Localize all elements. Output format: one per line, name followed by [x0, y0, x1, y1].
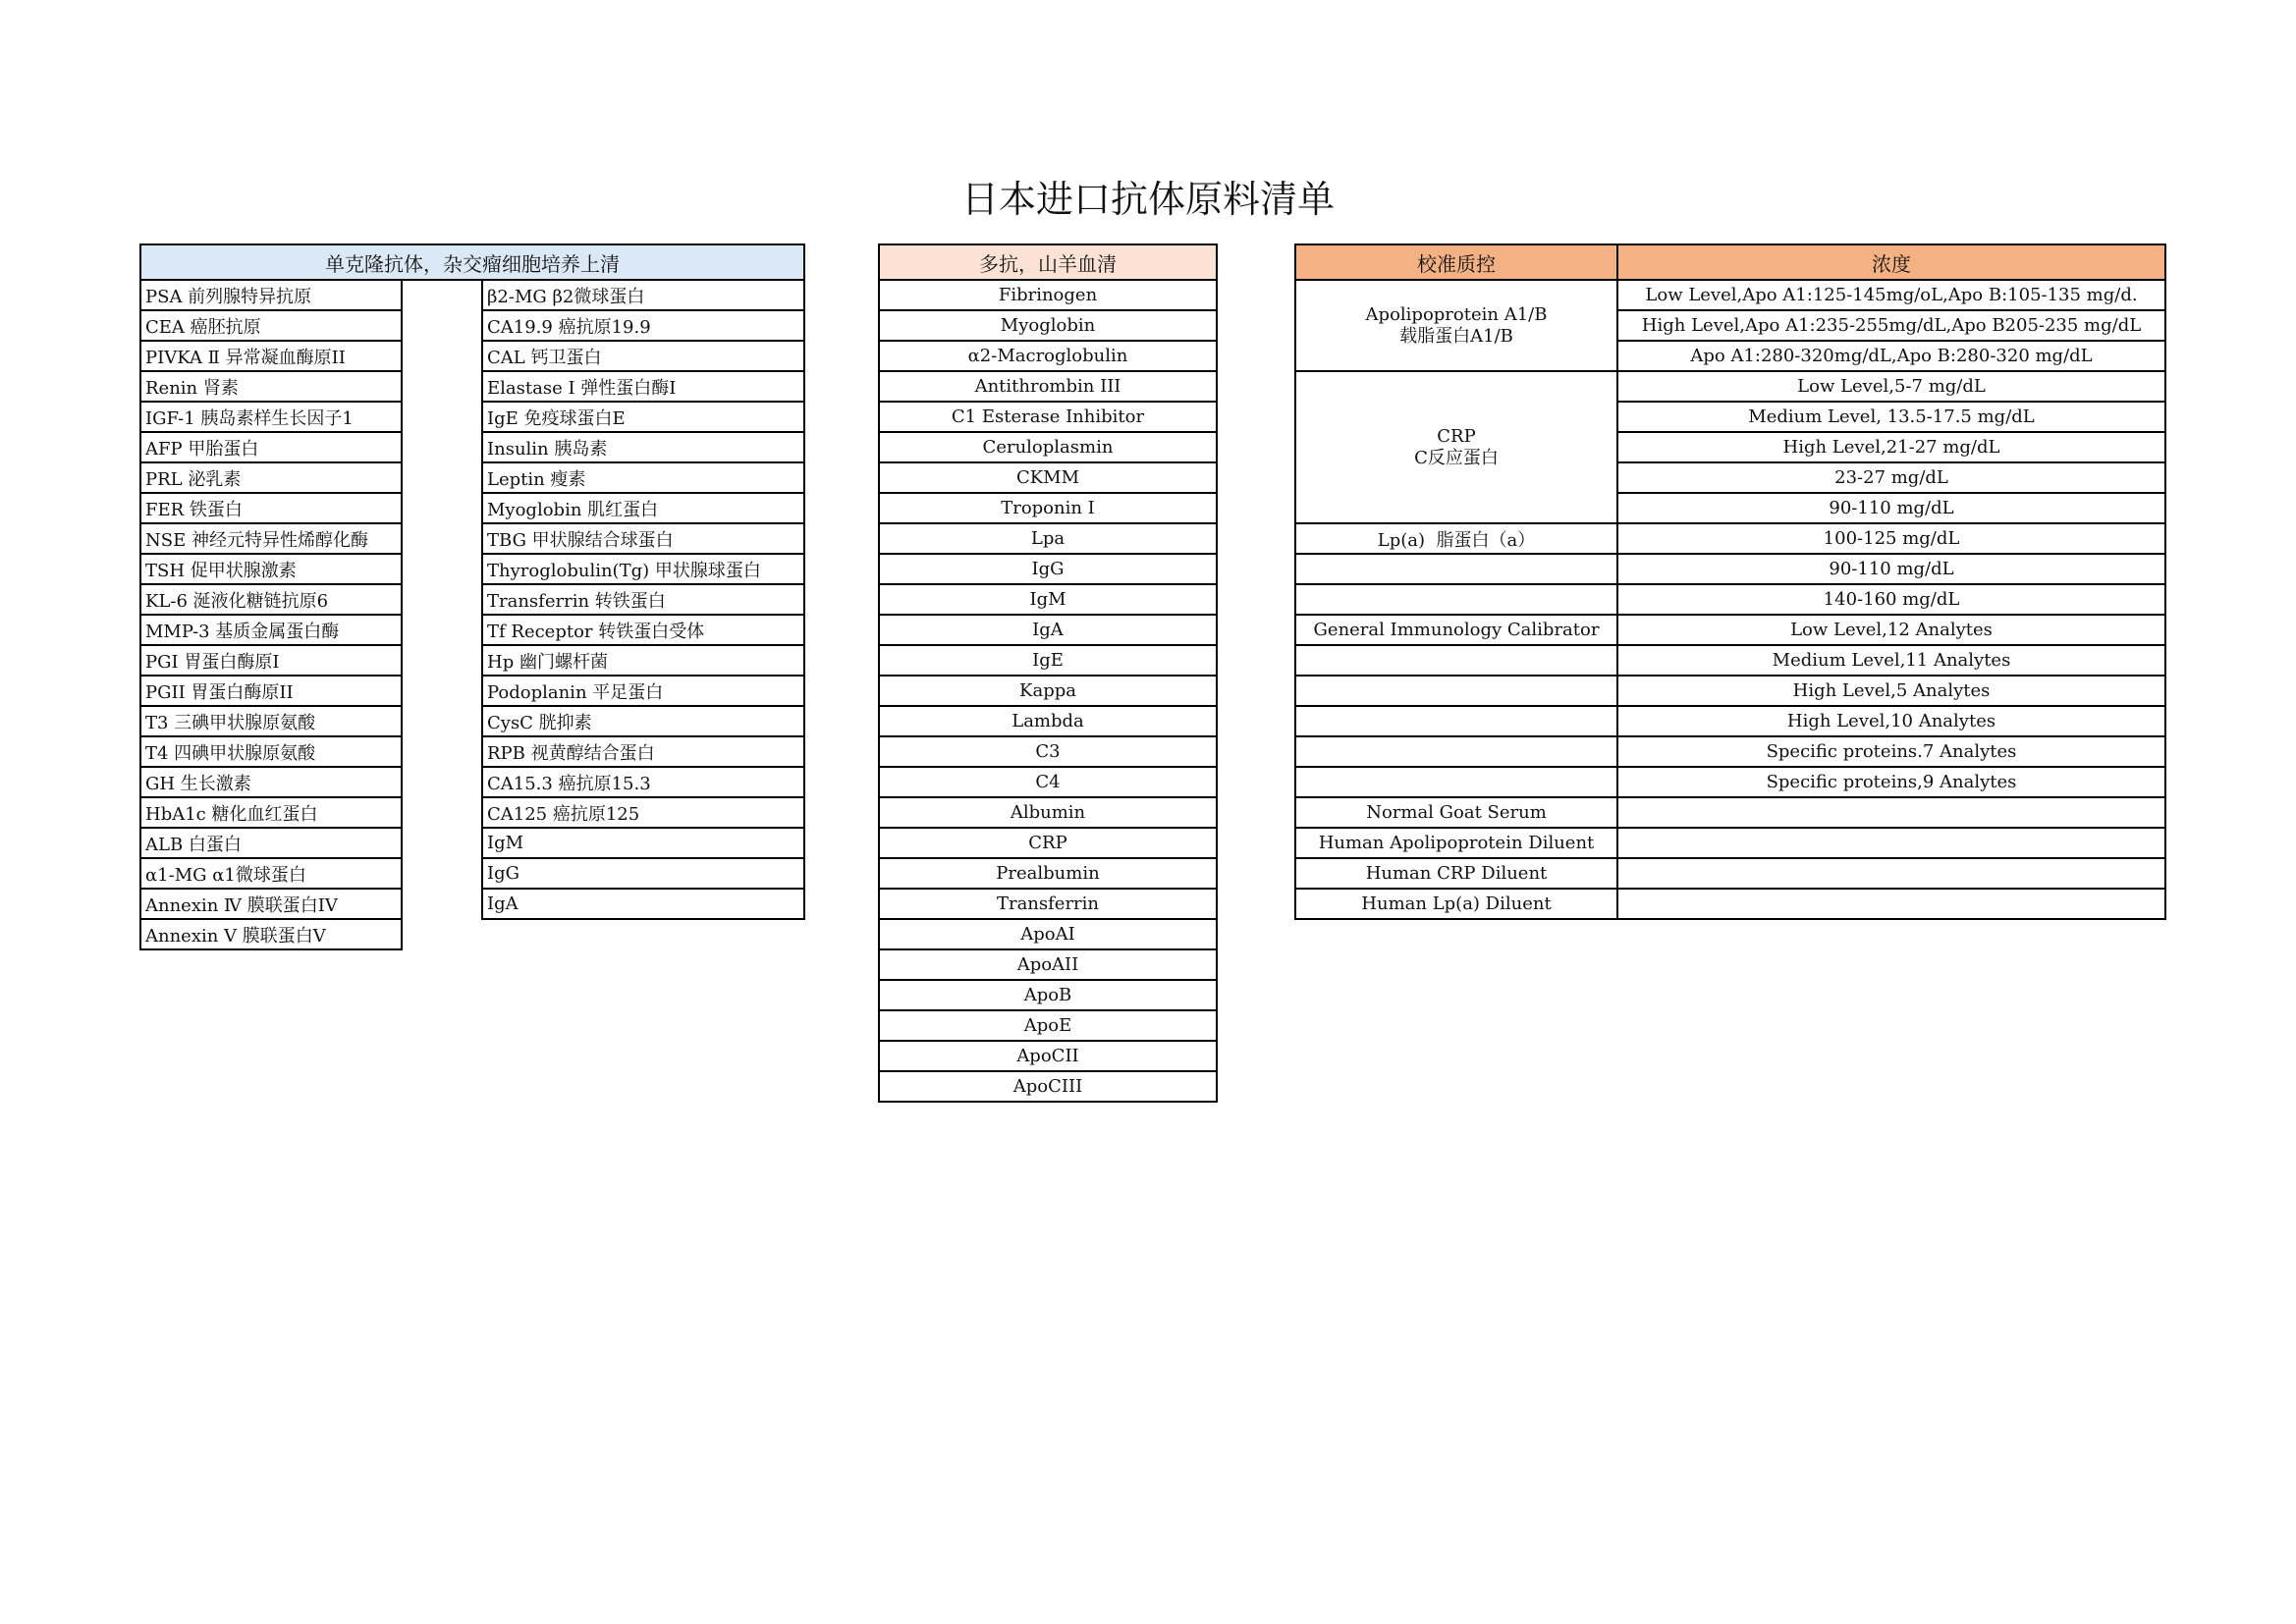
- concentration-cell: Low Level,12 Analytes: [1617, 615, 2165, 645]
- lpa-calibrator-name: Lp(a) 脂蛋白（a）: [1295, 523, 1617, 554]
- polyclonal-item: ApoB: [879, 980, 1217, 1010]
- polyclonal-item: ApoCIII: [879, 1071, 1217, 1102]
- monoclonal-item: Thyroglobulin(Tg) 甲状腺球蛋白: [482, 554, 804, 584]
- table-row: [140, 767, 804, 797]
- table-row: [140, 493, 804, 523]
- empty-cell: [1295, 645, 1617, 676]
- table-row: [140, 797, 804, 828]
- empty-cell: [1295, 584, 1617, 615]
- column-gap: [402, 462, 482, 493]
- monoclonal-item: CysC 胱抑素: [482, 706, 804, 736]
- monoclonal-item: [482, 919, 804, 949]
- polyclonal-item: CKMM: [879, 462, 1217, 493]
- polyclonal-item: C3: [879, 736, 1217, 767]
- polyclonal-item: Lambda: [879, 706, 1217, 736]
- table-row: [140, 432, 804, 462]
- monoclonal-item: Hp 幽门螺杆菌: [482, 645, 804, 676]
- normal-goat-serum-name: Normal Goat Serum: [1295, 797, 1617, 828]
- polyclonal-item: IgE: [879, 645, 1217, 676]
- column-gap: [402, 645, 482, 676]
- polyclonal-item: Myoglobin: [879, 310, 1217, 341]
- concentration-cell: 90-110 mg/dL: [1617, 493, 2165, 523]
- monoclonal-item: PSA 前列腺特异抗原: [140, 280, 402, 310]
- polyclonal-item: ApoAI: [879, 919, 1217, 949]
- column-gap: [402, 615, 482, 645]
- table-row: [879, 980, 1217, 1010]
- empty-cell: [1617, 828, 2165, 858]
- concentration-cell: Medium Level, 13.5-17.5 mg/dL: [1617, 402, 2165, 432]
- concentration-cell: Low Level,Apo A1:125-145mg/oL,Apo B:105-135 mg/d.: [1617, 280, 2165, 310]
- monoclonal-item: IgE 免疫球蛋白E: [482, 402, 804, 432]
- monoclonal-item: CA15.3 癌抗原15.3: [482, 767, 804, 797]
- monoclonal-item: PGII 胃蛋白酶原II: [140, 676, 402, 706]
- table-row: [879, 371, 1217, 402]
- monoclonal-item: GH 生长激素: [140, 767, 402, 797]
- monoclonal-item: Elastase Ⅰ 弹性蛋白酶I: [482, 371, 804, 402]
- table-row: [879, 554, 1217, 584]
- table-row: [140, 889, 804, 919]
- column-gap: [402, 858, 482, 889]
- polyclonal-item: α2-Macroglobulin: [879, 341, 1217, 371]
- apolipoprotein-calibrator-name: [1295, 280, 1617, 371]
- monoclonal-item: Transferrin 转铁蛋白: [482, 584, 804, 615]
- monoclonal-item: CA19.9 癌抗原19.9: [482, 310, 804, 341]
- table-row: [140, 645, 804, 676]
- monoclonal-item: IGF-1 胰岛素样生长因子1: [140, 402, 402, 432]
- column-gap: [402, 706, 482, 736]
- empty-cell: [1295, 554, 1617, 584]
- table-row: [879, 676, 1217, 706]
- monoclonal-item: HbA1c 糖化血红蛋白: [140, 797, 402, 828]
- concentration-cell: High Level,21-27 mg/dL: [1617, 432, 2165, 462]
- crp-name-en: CRP: [1437, 425, 1476, 447]
- monoclonal-item: TSH 促甲状腺激素: [140, 554, 402, 584]
- monoclonal-item: Tf Receptor 转铁蛋白受体: [482, 615, 804, 645]
- column-gap: [402, 828, 482, 858]
- concentration-cell: High Level,Apo A1:235-255mg/dL,Apo B205-235 mg/dL: [1617, 310, 2165, 341]
- table-row: [879, 280, 1217, 310]
- concentration-cell: Apo A1:280-320mg/dL,Apo B:280-320 mg/dL: [1617, 341, 2165, 371]
- column-gap: [402, 402, 482, 432]
- table-row: [879, 767, 1217, 797]
- monoclonal-item: PGI 胃蛋白酶原I: [140, 645, 402, 676]
- monoclonal-item: ALB 白蛋白: [140, 828, 402, 858]
- polyclonal-item: C1 Esterase Inhibitor: [879, 402, 1217, 432]
- table-row: [879, 1010, 1217, 1041]
- polyclonal-item: CRP: [879, 828, 1217, 858]
- table-row: [140, 341, 804, 371]
- monoclonal-antibody-table: [139, 244, 805, 950]
- monoclonal-item: Leptin 瘦素: [482, 462, 804, 493]
- monoclonal-item: α1-MG α1微球蛋白: [140, 858, 402, 889]
- column-gap: [402, 584, 482, 615]
- column-gap: [402, 676, 482, 706]
- monoclonal-header: 单克隆抗体，杂交瘤细胞培养上清: [140, 244, 804, 280]
- polyclonal-antibody-table: [878, 244, 1218, 1103]
- table-row: [140, 828, 804, 858]
- apolipoprotein-diluent-name: Human Apolipoprotein Diluent: [1295, 828, 1617, 858]
- polyclonal-item: Antithrombin III: [879, 371, 1217, 402]
- monoclonal-item: MMP-3 基质金属蛋白酶: [140, 615, 402, 645]
- polyclonal-item: Fibrinogen: [879, 280, 1217, 310]
- polyclonal-item: ApoAII: [879, 949, 1217, 980]
- concentration-cell: High Level,10 Analytes: [1617, 706, 2165, 736]
- column-gap: [402, 919, 482, 949]
- empty-cell: [1617, 889, 2165, 919]
- table-row: [879, 493, 1217, 523]
- monoclonal-item: CAL 钙卫蛋白: [482, 341, 804, 371]
- table-row: [879, 341, 1217, 371]
- apolipoprotein-name-en: Apolipoprotein A1/B: [1365, 303, 1548, 325]
- apolipoprotein-name-cn: 载脂蛋白A1/B: [1399, 325, 1513, 347]
- column-gap: [402, 797, 482, 828]
- polyclonal-item: Albumin: [879, 797, 1217, 828]
- concentration-cell: 90-110 mg/dL: [1617, 554, 2165, 584]
- monoclonal-item: PRL 泌乳素: [140, 462, 402, 493]
- polyclonal-item: Prealbumin: [879, 858, 1217, 889]
- lpa-diluent-name: Human Lp(a) Diluent: [1295, 889, 1617, 919]
- monoclonal-item: FER 铁蛋白: [140, 493, 402, 523]
- polyclonal-item: IgG: [879, 554, 1217, 584]
- column-gap: [402, 889, 482, 919]
- monoclonal-item: Renin 肾素: [140, 371, 402, 402]
- general-immunology-calibrator-name: General Immunology Calibrator: [1295, 615, 1617, 645]
- table-row: [140, 615, 804, 645]
- table-row: [879, 736, 1217, 767]
- monoclonal-item: TBG 甲状腺结合球蛋白: [482, 523, 804, 554]
- table-row: [879, 797, 1217, 828]
- calibration-header: 校准质控: [1295, 244, 1617, 280]
- column-gap: [402, 767, 482, 797]
- polyclonal-item: Kappa: [879, 676, 1217, 706]
- concentration-cell: Medium Level,11 Analytes: [1617, 645, 2165, 676]
- monoclonal-item: Insulin 胰岛素: [482, 432, 804, 462]
- polyclonal-item: C4: [879, 767, 1217, 797]
- monoclonal-item: IgG: [482, 858, 804, 889]
- column-gap: [402, 341, 482, 371]
- monoclonal-item: NSE 神经元特异性烯醇化酶: [140, 523, 402, 554]
- table-row: [879, 432, 1217, 462]
- polyclonal-item: IgM: [879, 584, 1217, 615]
- column-gap: [402, 523, 482, 554]
- table-row: [140, 736, 804, 767]
- table-row: [879, 1041, 1217, 1071]
- table-row: [879, 828, 1217, 858]
- table-row: [879, 919, 1217, 949]
- monoclonal-item: IgM: [482, 828, 804, 858]
- monoclonal-item: CEA 癌胚抗原: [140, 310, 402, 341]
- column-gap: [402, 371, 482, 402]
- monoclonal-item: AFP 甲胎蛋白: [140, 432, 402, 462]
- table-row: [879, 615, 1217, 645]
- table-row: [879, 645, 1217, 676]
- table-row: [140, 310, 804, 341]
- table-row: [140, 371, 804, 402]
- crp-name-cn: C反应蛋白: [1414, 447, 1499, 468]
- crp-calibrator-name: [1295, 371, 1617, 523]
- column-gap: [402, 736, 482, 767]
- column-gap: [402, 280, 482, 310]
- table-row: [879, 889, 1217, 919]
- monoclonal-item: CA125 癌抗原125: [482, 797, 804, 828]
- monoclonal-item: IgA: [482, 889, 804, 919]
- concentration-cell: 23-27 mg/dL: [1617, 462, 2165, 493]
- polyclonal-item: Ceruloplasmin: [879, 432, 1217, 462]
- table-row: [140, 523, 804, 554]
- table-row: [879, 949, 1217, 980]
- table-row: [879, 402, 1217, 432]
- monoclonal-item: Myoglobin 肌红蛋白: [482, 493, 804, 523]
- polyclonal-item: IgA: [879, 615, 1217, 645]
- polyclonal-item: Lpa: [879, 523, 1217, 554]
- concentration-cell: Low Level,5-7 mg/dL: [1617, 371, 2165, 402]
- crp-diluent-name: Human CRP Diluent: [1295, 858, 1617, 889]
- monoclonal-item: KL-6 涎液化糖链抗原6: [140, 584, 402, 615]
- monoclonal-item: RPB 视黄醇结合蛋白: [482, 736, 804, 767]
- table-row: [879, 1071, 1217, 1102]
- column-gap: [402, 432, 482, 462]
- table-row: [140, 919, 804, 949]
- table-row: [140, 676, 804, 706]
- table-row: [879, 706, 1217, 736]
- concentration-header: 浓度: [1617, 244, 2165, 280]
- monoclonal-item: T3 三碘甲状腺原氨酸: [140, 706, 402, 736]
- table-row: [140, 280, 804, 310]
- table-row: [140, 706, 804, 736]
- column-gap: [402, 310, 482, 341]
- concentration-cell: Specific proteins,9 Analytes: [1617, 767, 2165, 797]
- empty-cell: [1617, 858, 2165, 889]
- empty-cell: [1295, 706, 1617, 736]
- table-row: [140, 554, 804, 584]
- column-gap: [402, 493, 482, 523]
- concentration-cell: 100-125 mg/dL: [1617, 523, 2165, 554]
- page-title: 日本进口抗体原料清单: [960, 178, 1335, 221]
- empty-cell: [1295, 736, 1617, 767]
- concentration-cell: 140-160 mg/dL: [1617, 584, 2165, 615]
- polyclonal-item: Transferrin: [879, 889, 1217, 919]
- table-row: [140, 402, 804, 432]
- monoclonal-item: T4 四碘甲状腺原氨酸: [140, 736, 402, 767]
- calibration-qc-table: [1294, 244, 2166, 920]
- monoclonal-item: PIVKA Ⅱ 异常凝血酶原II: [140, 341, 402, 371]
- empty-cell: [1295, 676, 1617, 706]
- polyclonal-item: ApoE: [879, 1010, 1217, 1041]
- polyclonal-item: Troponin I: [879, 493, 1217, 523]
- table-row: [879, 310, 1217, 341]
- column-gap: [402, 554, 482, 584]
- table-row: [879, 858, 1217, 889]
- monoclonal-item: Annexin Ⅴ 膜联蛋白V: [140, 919, 402, 949]
- table-row: [879, 462, 1217, 493]
- table-row: [879, 584, 1217, 615]
- concentration-cell: High Level,5 Analytes: [1617, 676, 2165, 706]
- empty-cell: [1295, 767, 1617, 797]
- polyclonal-header: 多抗，山羊血清: [879, 244, 1217, 280]
- concentration-cell: Specific proteins.7 Analytes: [1617, 736, 2165, 767]
- empty-cell: [1617, 797, 2165, 828]
- table-row: [140, 584, 804, 615]
- polyclonal-item: ApoCII: [879, 1041, 1217, 1071]
- monoclonal-item: Podoplanin 平足蛋白: [482, 676, 804, 706]
- monoclonal-item: Annexin Ⅳ 膜联蛋白IV: [140, 889, 402, 919]
- table-row: [140, 462, 804, 493]
- table-row: [879, 523, 1217, 554]
- monoclonal-item: β2-MG β2微球蛋白: [482, 280, 804, 310]
- table-row: [140, 858, 804, 889]
